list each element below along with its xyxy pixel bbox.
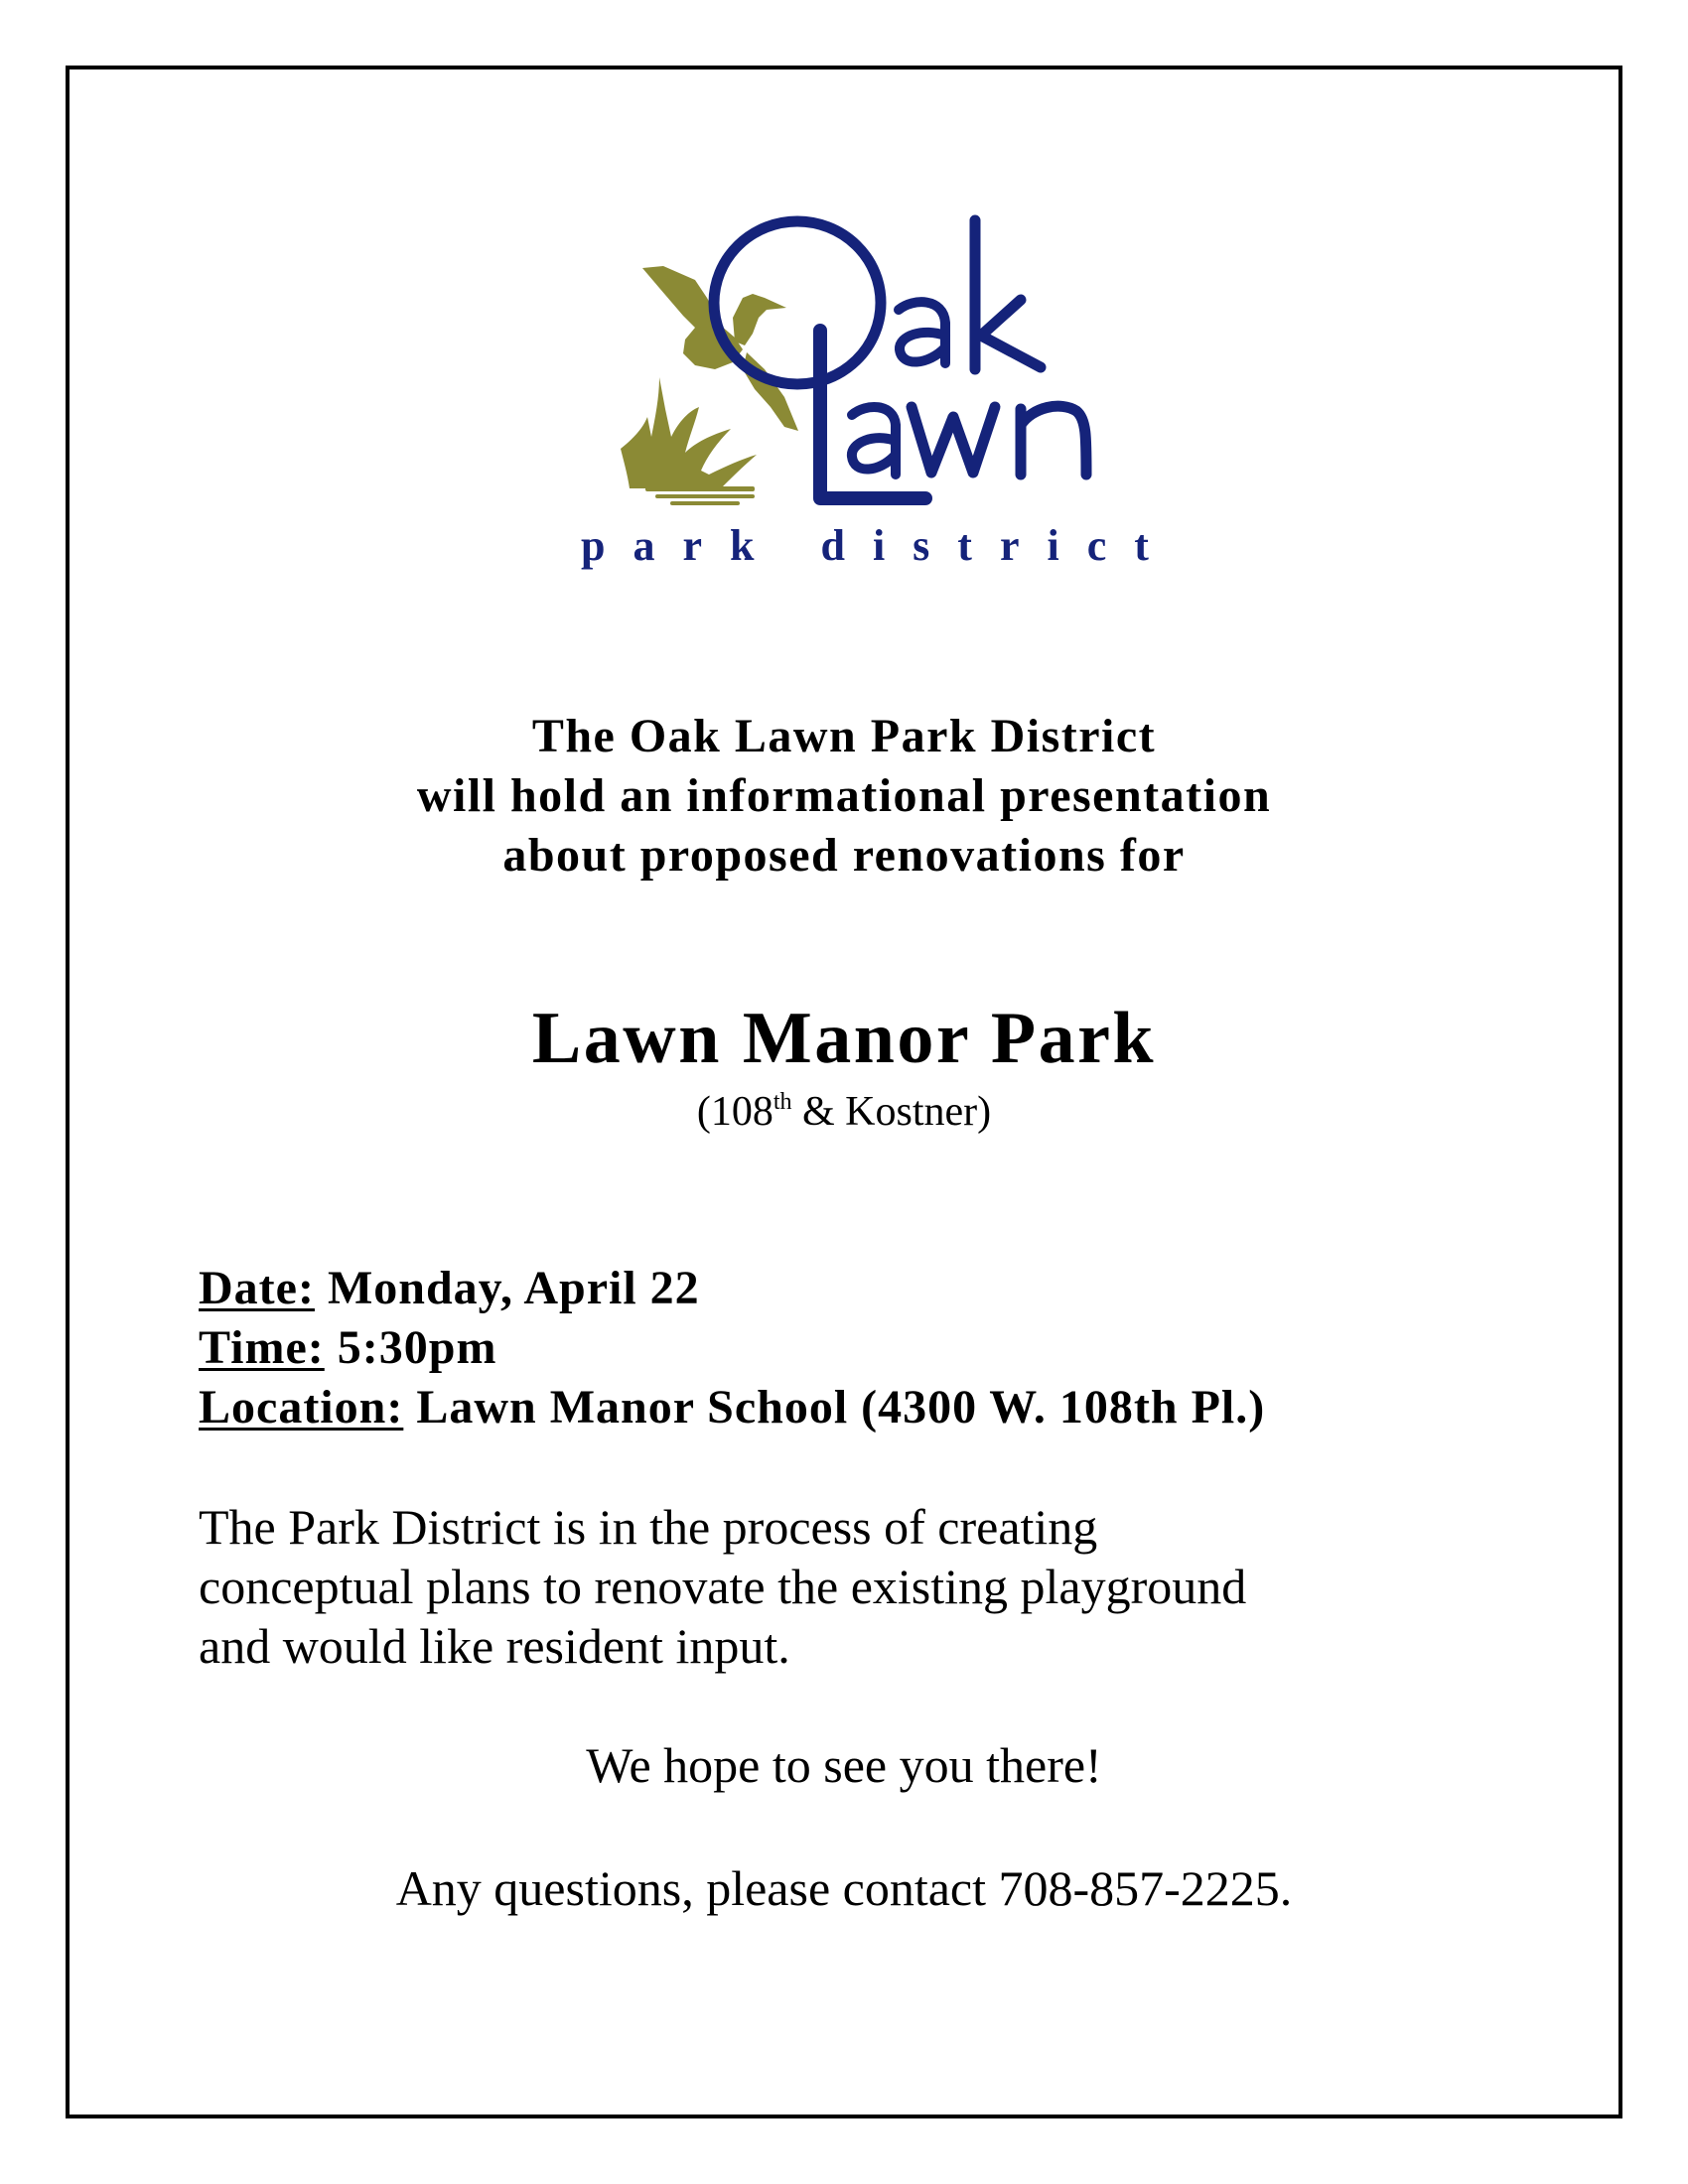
event-details xyxy=(199,1259,1265,1437)
contact-text: Any questions, please contact 708-857-2225. xyxy=(395,1860,1293,1916)
paragraph-line: The Park District is in the process of creating xyxy=(199,1499,1098,1555)
park-name: Lawn Manor Park xyxy=(531,998,1157,1079)
time-row xyxy=(199,1318,1265,1378)
date-row xyxy=(199,1259,1265,1318)
description-paragraph xyxy=(199,1497,1489,1676)
park-cross-streets xyxy=(0,1084,1688,1140)
intro-heading xyxy=(0,707,1688,886)
time-value: 5:30pm xyxy=(324,1321,497,1374)
intro-line: will hold an informational presentation xyxy=(416,769,1272,822)
logo-tagline: park district xyxy=(581,521,1177,570)
ordinal-suffix: th xyxy=(773,1089,792,1115)
time-label: Time: xyxy=(199,1321,325,1374)
intro-line: about proposed renovations for xyxy=(502,829,1186,882)
date-label: Date: xyxy=(199,1262,315,1314)
location-label: Location: xyxy=(199,1381,404,1433)
location-row xyxy=(199,1378,1265,1437)
intro-line: The Oak Lawn Park District xyxy=(531,710,1157,762)
cross-street-number: (108 xyxy=(696,1089,774,1135)
paragraph-line: and would like resident input. xyxy=(199,1618,790,1674)
closing-hope-text: We hope to see you there! xyxy=(586,1737,1102,1793)
location-value: Lawn Manor School (4300 W. 108th Pl.) xyxy=(403,1381,1266,1433)
paragraph-line: conceptual plans to renovate the existing playground xyxy=(199,1559,1247,1614)
date-value: Monday, April 22 xyxy=(314,1262,700,1314)
cross-street-rest: & Kostner) xyxy=(791,1089,992,1135)
oak-lawn-wordmark xyxy=(714,220,1086,498)
